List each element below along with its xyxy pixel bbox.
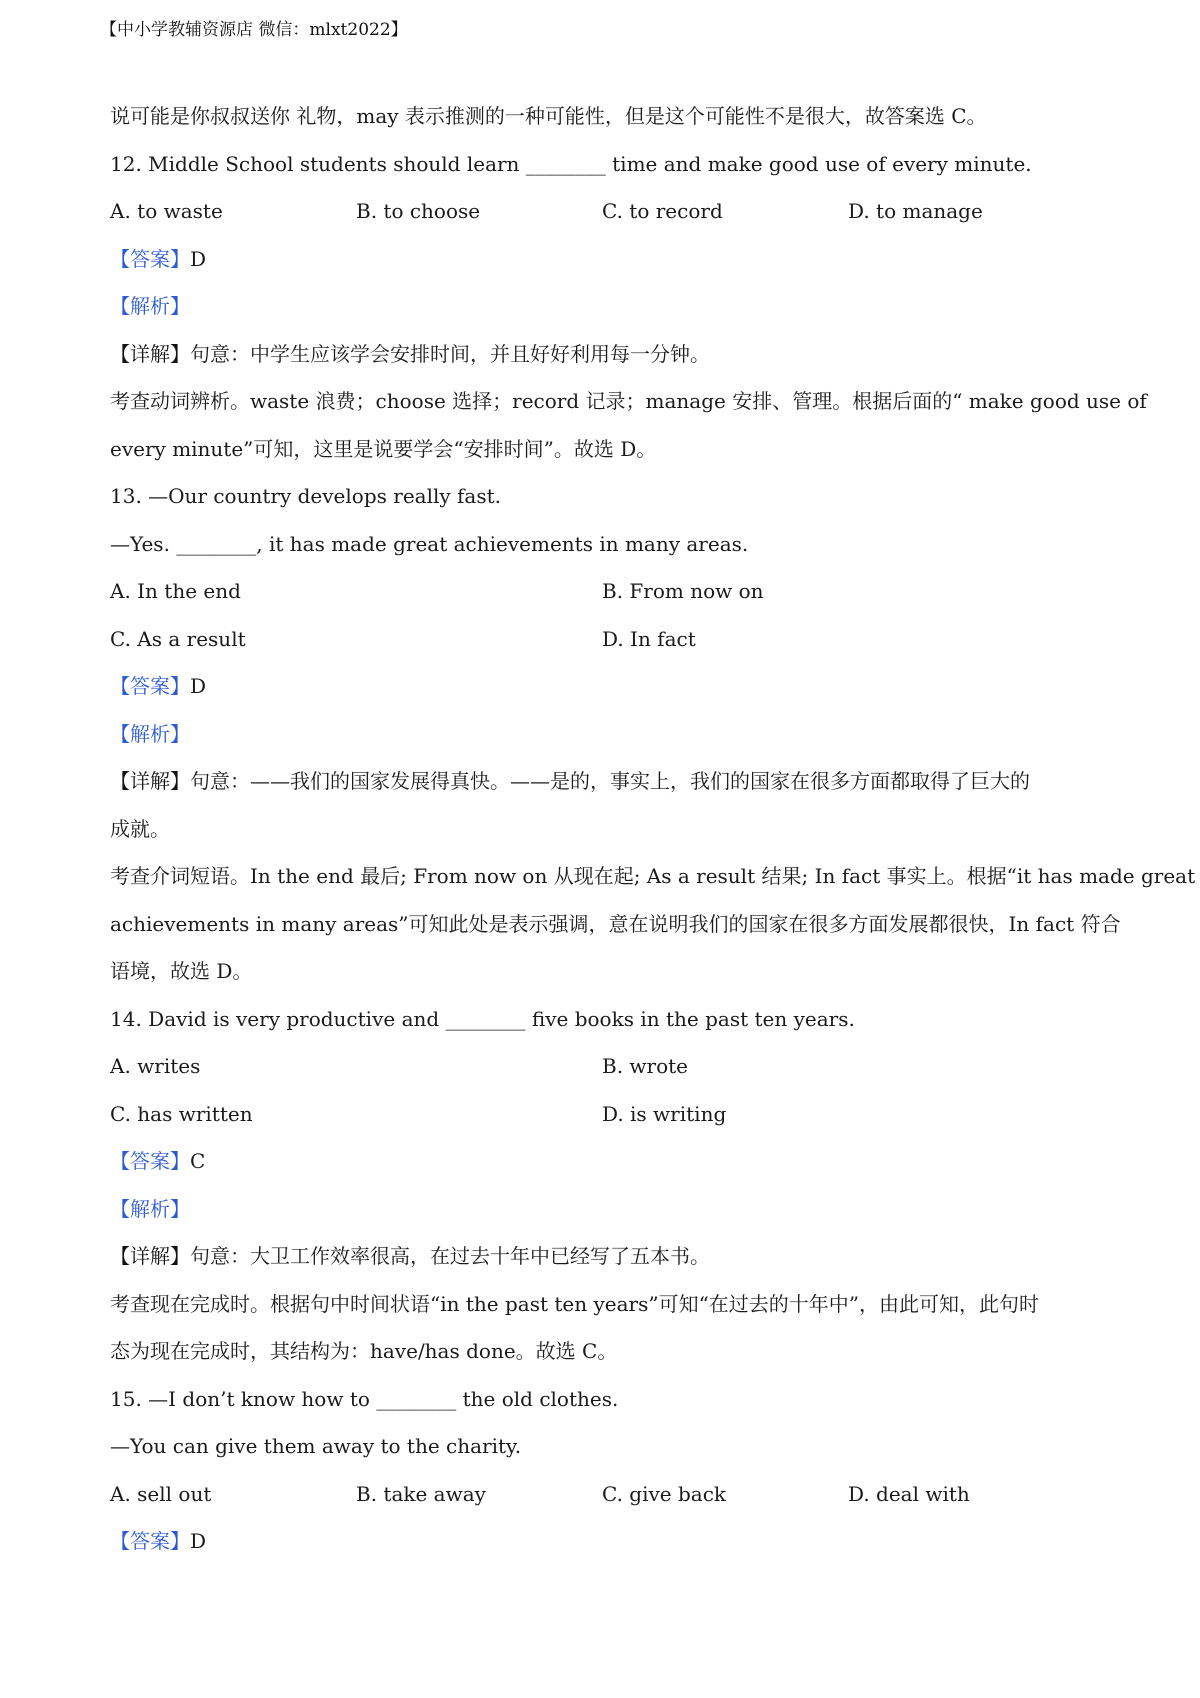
q13-option-a: A. In the end [110,579,241,603]
q11-explanation-tail: 说可能是你叔叔送你 礼物，may 表示推测的一种可能性，但是这个可能性不是很大，故答案选 C。 [110,104,987,128]
detail-tag: 【详解】 [110,341,190,366]
q12-option-c: C. to record [602,199,723,223]
q13-options-row-2 [110,616,1110,664]
q12-stem: 12. Middle School students should learn ________ time and make good use of every minute. [110,151,1032,176]
answer-tag: 答案 [130,1529,170,1553]
q13-stem-1: 13. —Our country develops really fast. [110,484,502,508]
q12-explanation-1: 考查动词辨析。waste 浪费；choose 选择；record 记录；manage 安排、管理。根据后面的“ make good use of [110,389,1147,413]
q13-explanation-3: 语境，故选 D。 [110,959,253,983]
page-header: 【中小学教辅资源店 微信：mlxt2022】 [100,20,408,40]
q15-stem-2: —You can give them away to the charity. [110,1434,522,1458]
q12-detail-line [110,331,1110,379]
q14-option-a: A. writes [110,1054,201,1078]
q13-options-row-1 [110,568,1110,616]
q12-option-b: B. to choose [356,199,481,223]
q15-stem-1: 15. —I don’t know how to ________ the old clothes. [110,1386,619,1411]
q13-detail: 句意：——我们的国家发展得真快。——是的，事实上，我们的国家在很多方面都取得了巨大的 [190,769,1030,793]
q13-detail-2: 成就。 [110,816,170,841]
q12-option-a: A. to waste [110,199,223,223]
q12-option-d: D. to manage [848,199,983,223]
q13-option-c: C. As a result [110,626,246,651]
q14-answer-line: 【答案】C [110,1149,206,1173]
q12-answer-line: 【答案】D [110,246,207,271]
q14-stem: 14. David is very productive and ________ five books in the past ten years. [110,1006,855,1031]
q14-options-row-1 [110,1043,1110,1091]
q14-analysis-line: 【解析】 [110,1196,190,1221]
q12-answer: D [190,246,207,271]
q13-detail-line [110,758,1110,806]
q14-explanation-1: 考查现在完成时。根据句中时间状语“in the past ten years”可知“在过去的十年中”，由此可知，此句时 [110,1291,1040,1316]
answer-tag: 答案 [130,674,170,698]
answer-tag: 答案 [130,246,170,271]
q13-analysis-line: 【解析】 [110,721,190,746]
q15-option-b: B. take away [356,1481,486,1506]
q13-explanation-1: 考查介词短语。In the end 最后; From now on 从现在起; As a result 结果; In fact 事实上。根据“it has made great [110,864,1196,888]
detail-tag: 【详解】 [110,769,190,793]
q14-options-row-2 [110,1091,1110,1139]
q12-analysis-line: 【解析】 [110,294,190,318]
q15-options [110,1471,1110,1519]
q14-answer: C [190,1149,206,1173]
analysis-tag: 解析 [130,721,170,746]
q15-option-c: C. give back [602,1481,727,1506]
q14-option-c: C. has written [110,1101,253,1126]
q13-answer-line: 【答案】D [110,674,207,698]
q14-detail: 句意：大卫工作效率很高，在过去十年中已经写了五本书。 [190,1244,710,1268]
q13-option-d: D. In fact [602,626,696,651]
answer-tag: 答案 [130,1149,170,1173]
q12-explanation-2: every minute”可知，这里是说要学会“安排时间”。故选 D。 [110,436,657,461]
analysis-tag: 解析 [130,1196,170,1221]
analysis-tag: 解析 [130,294,170,318]
q13-explanation-2: achievements in many areas”可知此处是表示强调，意在说明我们的国家在很多方面发展都很快，In fact 符合 [110,911,1121,936]
q12-options [110,188,1110,236]
q15-option-a: A. sell out [110,1481,212,1506]
q13-stem-2: —Yes. ________, it has made great achievements in many areas. [110,531,749,556]
q13-option-b: B. From now on [602,579,764,603]
q14-explanation-2: 态为现在完成时，其结构为：have/has done。故选 C。 [110,1339,618,1363]
document-body [110,93,1196,1566]
q15-option-d: D. deal with [848,1481,970,1506]
q15-answer-line: 【答案】D [110,1529,207,1553]
detail-tag: 【详解】 [110,1244,190,1268]
q14-option-b: B. wrote [602,1054,689,1078]
q12-detail: 句意：中学生应该学会安排时间，并且好好利用每一分钟。 [190,341,710,366]
q14-detail-line [110,1233,1110,1281]
q14-option-d: D. is writing [602,1101,727,1126]
q15-answer: D [190,1529,207,1553]
q13-answer: D [190,674,207,698]
